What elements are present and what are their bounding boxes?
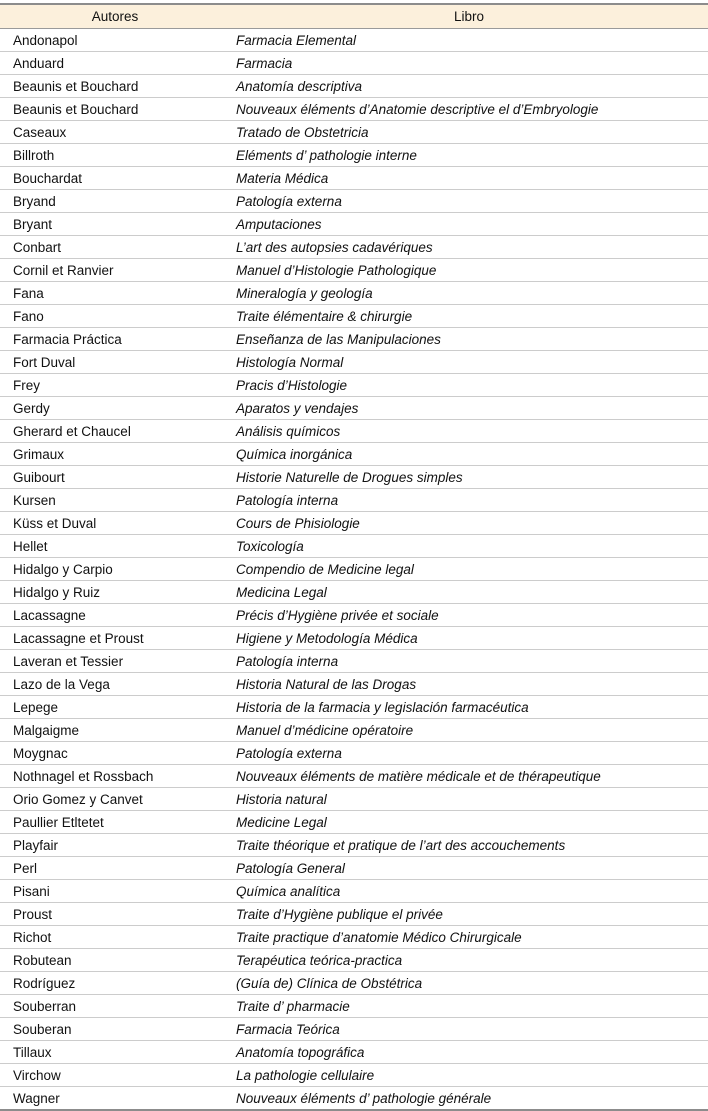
table-row [0, 397, 708, 420]
table-row [0, 29, 708, 52]
author-cell: Grimaux [0, 443, 230, 466]
author-cell: Bryand [0, 190, 230, 213]
book-title-cell: La pathologie cellulaire [230, 1064, 708, 1087]
books-table-container [0, 3, 708, 1111]
table-row [0, 213, 708, 236]
book-title-cell: Toxicología [230, 535, 708, 558]
author-cell: Nothnagel et Rossbach [0, 765, 230, 788]
book-title-cell: Traite élémentaire & chirurgie [230, 305, 708, 328]
table-row [0, 788, 708, 811]
book-title-cell: Análisis químicos [230, 420, 708, 443]
book-title-cell: Nouveaux éléments d’ pathologie générale [236, 1090, 492, 1106]
book-title-cell: Química analítica [230, 880, 708, 903]
table-row [0, 305, 708, 328]
book-title-cell: Patología externa [230, 190, 708, 213]
table-row [0, 282, 708, 305]
author-cell: Andonapol [0, 29, 230, 52]
author-cell: Lacassagne [0, 604, 230, 627]
table-row [0, 535, 708, 558]
book-title-cell: Patología interna [230, 650, 708, 673]
author-cell: Pisani [0, 880, 230, 903]
book-title-cell: Traite practique d’anatomie Médico Chirurgicale [230, 926, 708, 949]
table-row [0, 1018, 708, 1041]
author-cell: Proust [0, 903, 230, 926]
table-row [0, 765, 708, 788]
table-body [0, 29, 708, 1111]
book-title-cell: Cours de Phisiologie [230, 512, 708, 535]
table-row [0, 857, 708, 880]
table-row [0, 880, 708, 903]
table-row [0, 811, 708, 834]
book-title-cell: Higiene y Metodología Médica [230, 627, 708, 650]
table-row [0, 236, 708, 259]
book-title-cell: Traite d’ pharmacie [230, 995, 708, 1018]
author-cell: Moygnac [0, 742, 230, 765]
book-title-cell: Traite d’Hygiène publique el privée [230, 903, 708, 926]
table-row [0, 1064, 708, 1087]
author-cell: Fort Duval [0, 351, 230, 374]
table-row [0, 374, 708, 397]
author-cell: Beaunis et Bouchard [0, 75, 230, 98]
table-row [0, 144, 708, 167]
author-cell: Conbart [0, 236, 230, 259]
author-cell: Gerdy [0, 397, 230, 420]
book-title-cell: Aparatos y vendajes [230, 397, 708, 420]
table-row [0, 627, 708, 650]
author-cell: Souberran [0, 995, 230, 1018]
book-title-cell: Anatomía descriptiva [230, 75, 708, 98]
book-title-cell: Manuel d’médicine opératoire [230, 719, 708, 742]
author-cell: Playfair [0, 834, 230, 857]
author-cell: Gherard et Chaucel [0, 420, 230, 443]
table-row [0, 903, 708, 926]
author-cell: Lazo de la Vega [0, 673, 230, 696]
table-row [0, 558, 708, 581]
table-row [0, 98, 708, 121]
book-title-cell: Patología General [230, 857, 708, 880]
author-cell: Laveran et Tessier [0, 650, 230, 673]
book-title-cell: Química inorgánica [230, 443, 708, 466]
header-row [0, 4, 708, 29]
book-title-cell: Farmacia Teórica [230, 1018, 708, 1041]
author-cell: Wagner [13, 1090, 60, 1106]
author-cell: Richot [0, 926, 230, 949]
book-title-cell: Farmacia Elemental [230, 29, 708, 52]
books-table [0, 3, 708, 1111]
author-cell: Hidalgo y Ruiz [0, 581, 230, 604]
table-row [0, 949, 708, 972]
book-title-cell: Patología interna [230, 489, 708, 512]
table-row [0, 190, 708, 213]
column-header-autores: Autores [0, 4, 230, 29]
book-title-cell: (Guía de) Clínica de Obstétrica [230, 972, 708, 995]
author-cell: Paullier Etltetet [0, 811, 230, 834]
column-header-libro: Libro [230, 4, 708, 29]
table-row [0, 466, 708, 489]
author-cell: Billroth [0, 144, 230, 167]
table-row [0, 742, 708, 765]
book-title-cell: Historia natural [230, 788, 708, 811]
author-cell: Cornil et Ranvier [0, 259, 230, 282]
table-row [0, 167, 708, 190]
table-row [0, 972, 708, 995]
book-title-cell: Historie Naturelle de Drogues simples [230, 466, 708, 489]
table-row [0, 719, 708, 742]
author-cell: Malgaigme [0, 719, 230, 742]
book-title-cell: Tratado de Obstetricia [230, 121, 708, 144]
author-cell: Caseaux [0, 121, 230, 144]
table-row [0, 1087, 708, 1111]
book-title-cell: Terapéutica teórica-practica [230, 949, 708, 972]
author-cell: Bryant [0, 213, 230, 236]
table-header [0, 4, 708, 29]
author-cell: Guibourt [0, 466, 230, 489]
table-row [0, 328, 708, 351]
book-title-cell: Nouveaux éléments de matière médicale et de thérapeutique [230, 765, 708, 788]
book-title-cell: Anatomía topográfica [230, 1041, 708, 1064]
table-row [0, 443, 708, 466]
author-cell: Beaunis et Bouchard [0, 98, 230, 121]
table-row [0, 696, 708, 719]
table-row [0, 834, 708, 857]
table-row [0, 259, 708, 282]
book-title-cell: Eléments d’ pathologie interne [230, 144, 708, 167]
book-title-cell: Medicina Legal [230, 581, 708, 604]
author-cell: Anduard [0, 52, 230, 75]
author-cell: Hidalgo y Carpio [0, 558, 230, 581]
table-row [0, 581, 708, 604]
book-title-cell: Mineralogía y geología [230, 282, 708, 305]
table-row [0, 650, 708, 673]
author-cell: Kursen [0, 489, 230, 512]
author-cell: Farmacia Práctica [0, 328, 230, 351]
author-cell: Fana [0, 282, 230, 305]
book-title-cell: Historia de la farmacia y legislación farmacéutica [230, 696, 708, 719]
book-title-cell: Patología externa [230, 742, 708, 765]
author-cell: Souberan [0, 1018, 230, 1041]
author-cell: Perl [0, 857, 230, 880]
author-cell: Frey [0, 374, 230, 397]
book-title-cell: Pracis d’Histologie [230, 374, 708, 397]
book-title-cell: Manuel d’Histologie Pathologique [230, 259, 708, 282]
author-cell: Virchow [0, 1064, 230, 1087]
book-title-cell: Précis d’Hygiène privée et sociale [230, 604, 708, 627]
author-cell: Robutean [0, 949, 230, 972]
book-title-cell: Farmacia [230, 52, 708, 75]
author-cell: Bouchardat [0, 167, 230, 190]
book-title-cell: Traite théorique et pratique de l’art des accouchements [230, 834, 708, 857]
book-title-cell: Medicine Legal [230, 811, 708, 834]
author-cell: Hellet [0, 535, 230, 558]
book-title-cell: Amputaciones [230, 213, 708, 236]
table-row [0, 1041, 708, 1064]
book-title-cell: L’art des autopsies cadavériques [230, 236, 708, 259]
book-title-cell: Histología Normal [230, 351, 708, 374]
author-cell: Rodríguez [0, 972, 230, 995]
author-cell: Küss et Duval [0, 512, 230, 535]
table-row [0, 121, 708, 144]
book-title-cell: Enseñanza de las Manipulaciones [230, 328, 708, 351]
table-row [0, 995, 708, 1018]
table-row [0, 512, 708, 535]
book-title-cell: Historia Natural de las Drogas [230, 673, 708, 696]
author-cell: Lacassagne et Proust [0, 627, 230, 650]
table-row [0, 489, 708, 512]
author-cell: Orio Gomez y Canvet [0, 788, 230, 811]
table-row [0, 926, 708, 949]
author-cell: Fano [0, 305, 230, 328]
table-row [0, 351, 708, 374]
table-row [0, 673, 708, 696]
table-row [0, 52, 708, 75]
author-cell: Lepege [0, 696, 230, 719]
table-row [0, 75, 708, 98]
author-cell: Tillaux [0, 1041, 230, 1064]
book-title-cell: Materia Médica [230, 167, 708, 190]
table-row [0, 420, 708, 443]
book-title-cell: Compendio de Medicine legal [230, 558, 708, 581]
book-title-cell: Nouveaux éléments d’Anatomie descriptive el d’Embryologie [230, 98, 708, 121]
table-row [0, 604, 708, 627]
